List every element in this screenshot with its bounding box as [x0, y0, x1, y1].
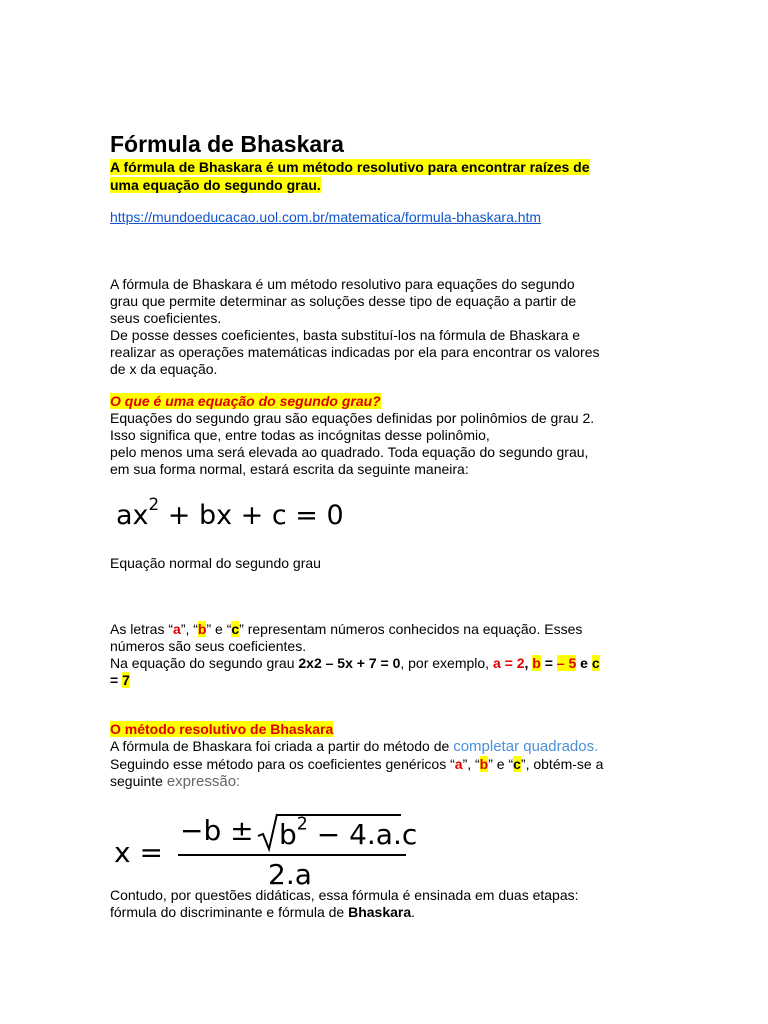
fraction-bar — [178, 854, 406, 856]
coef-b: b — [197, 621, 207, 637]
paragraph-line: Isso significa que, entre todas as incógnitas desse polinômio, — [110, 427, 490, 443]
text-run: e — [576, 655, 592, 671]
subtitle-line-2: uma equação do segundo grau. — [110, 177, 321, 193]
intro-line: seus coeficientes. — [110, 310, 222, 326]
source-link[interactable]: https://mundoeducacao.uol.com.br/matematica/formula-bhaskara.htm — [110, 209, 542, 225]
section-heading-text: O método resolutivo de Bhaskara — [110, 721, 334, 737]
completar-quadrados-link[interactable]: completar quadrados — [453, 738, 595, 755]
text-run: Seguindo esse método para os coeficientes genéricos “ — [110, 756, 455, 772]
example-b-label: b — [532, 655, 541, 671]
text-run: , por exemplo, — [400, 655, 493, 671]
radicand-exponent: 2 — [296, 814, 308, 835]
intro-line: realizar as operações matemáticas indicadas por ela para encontrar os valores — [110, 344, 600, 360]
section-heading — [110, 721, 333, 739]
text-run: ”, obtém-se a — [520, 756, 604, 772]
text-run: − 4.a.c — [307, 818, 418, 851]
text-run: seguinte — [110, 773, 167, 789]
text-run: = — [540, 655, 557, 671]
paragraph-line — [110, 738, 598, 755]
paragraph-line: em sua forma normal, estará escrita da seguinte maneira: — [110, 461, 469, 477]
page-title: Fórmula de Bhaskara — [110, 131, 344, 157]
paragraph-line — [110, 756, 603, 773]
coef-c: c — [231, 621, 240, 637]
formula-x: x = — [114, 836, 163, 869]
text-run: ”, “ — [462, 756, 480, 772]
equation-rest: + bx + c = 0 — [159, 500, 344, 531]
formula-numerator-start: −b ± — [180, 814, 254, 847]
text-run: b — [279, 818, 297, 851]
text-run: = — [110, 672, 123, 688]
example-c-label: c — [591, 655, 600, 671]
coef-a: a — [454, 756, 463, 772]
example-c-value: 7 — [122, 672, 130, 688]
paragraph-line — [110, 773, 240, 790]
coef-a: a — [173, 621, 181, 637]
subtitle — [110, 176, 321, 195]
text-run: fórmula do discriminante e fórmula de — [110, 904, 349, 920]
paragraph-line: Equações do segundo grau são equações definidas por polinômios de grau 2. — [110, 410, 595, 426]
equation-exponent: 2 — [148, 493, 160, 514]
text-run: A fórmula de Bhaskara foi criada a partir do método de — [110, 738, 454, 754]
intro-line: grau que permite determinar as soluções desse tipo de equação a partir de — [110, 293, 577, 309]
text-run: . — [411, 904, 416, 920]
paragraph-line: pelo menos uma será elevada ao quadrado. Toda equação do segundo grau, — [110, 444, 589, 460]
sqrt-sign-icon — [257, 812, 279, 852]
intro-line: A fórmula de Bhaskara é um método resolutivo para equações do segundo — [110, 276, 575, 292]
coef-b: b — [479, 756, 489, 772]
quadratic-equation — [116, 493, 344, 534]
letters-line-2: números são seus coeficientes. — [110, 638, 307, 654]
letters-line-1 — [110, 621, 582, 638]
bhaskara-formula — [114, 812, 418, 891]
closing-line — [110, 904, 415, 921]
section-heading — [110, 393, 381, 411]
intro-line: de x da equação. — [110, 361, 218, 377]
radical-bar — [277, 814, 401, 816]
example-line-2 — [110, 672, 130, 689]
text-run: Bhaskara — [348, 904, 412, 920]
closing-line: Contudo, por questões didáticas, essa fórmula é ensinada em duas etapas: — [110, 887, 579, 903]
text-run: expressão: — [166, 773, 241, 790]
subtitle-line-1: A fórmula de Bhaskara é um método resolutivo para encontrar raízes de — [110, 159, 590, 175]
coef-c: c — [513, 756, 521, 772]
example-equation: 2x2 – 5x + 7 = 0 — [298, 655, 401, 671]
text-run: ” e “ — [488, 756, 514, 772]
equation-lhs: ax — [116, 500, 149, 531]
subtitle — [110, 158, 590, 177]
formula-denominator: 2.a — [268, 858, 312, 891]
example-line — [110, 655, 600, 672]
text-run: . — [594, 738, 599, 755]
example-a: a = 2 — [492, 655, 525, 671]
text-run: ” representam números conhecidos na equação. Esses — [239, 621, 583, 637]
text-run: ” e “ — [206, 621, 232, 637]
text-run: As letras “ — [110, 621, 174, 637]
intro-line: De posse desses coeficientes, basta substituí-los na fórmula de Bhaskara e — [110, 327, 581, 343]
equation-caption: Equação normal do segundo grau — [110, 555, 321, 571]
text-run: , — [524, 655, 533, 671]
example-b-value: – 5 — [556, 655, 577, 671]
text-run: ”, “ — [180, 621, 198, 637]
text-run: Na equação do segundo grau — [110, 655, 299, 671]
radicand — [279, 814, 418, 851]
section-heading-text: O que é uma equação do segundo grau? — [110, 393, 381, 409]
